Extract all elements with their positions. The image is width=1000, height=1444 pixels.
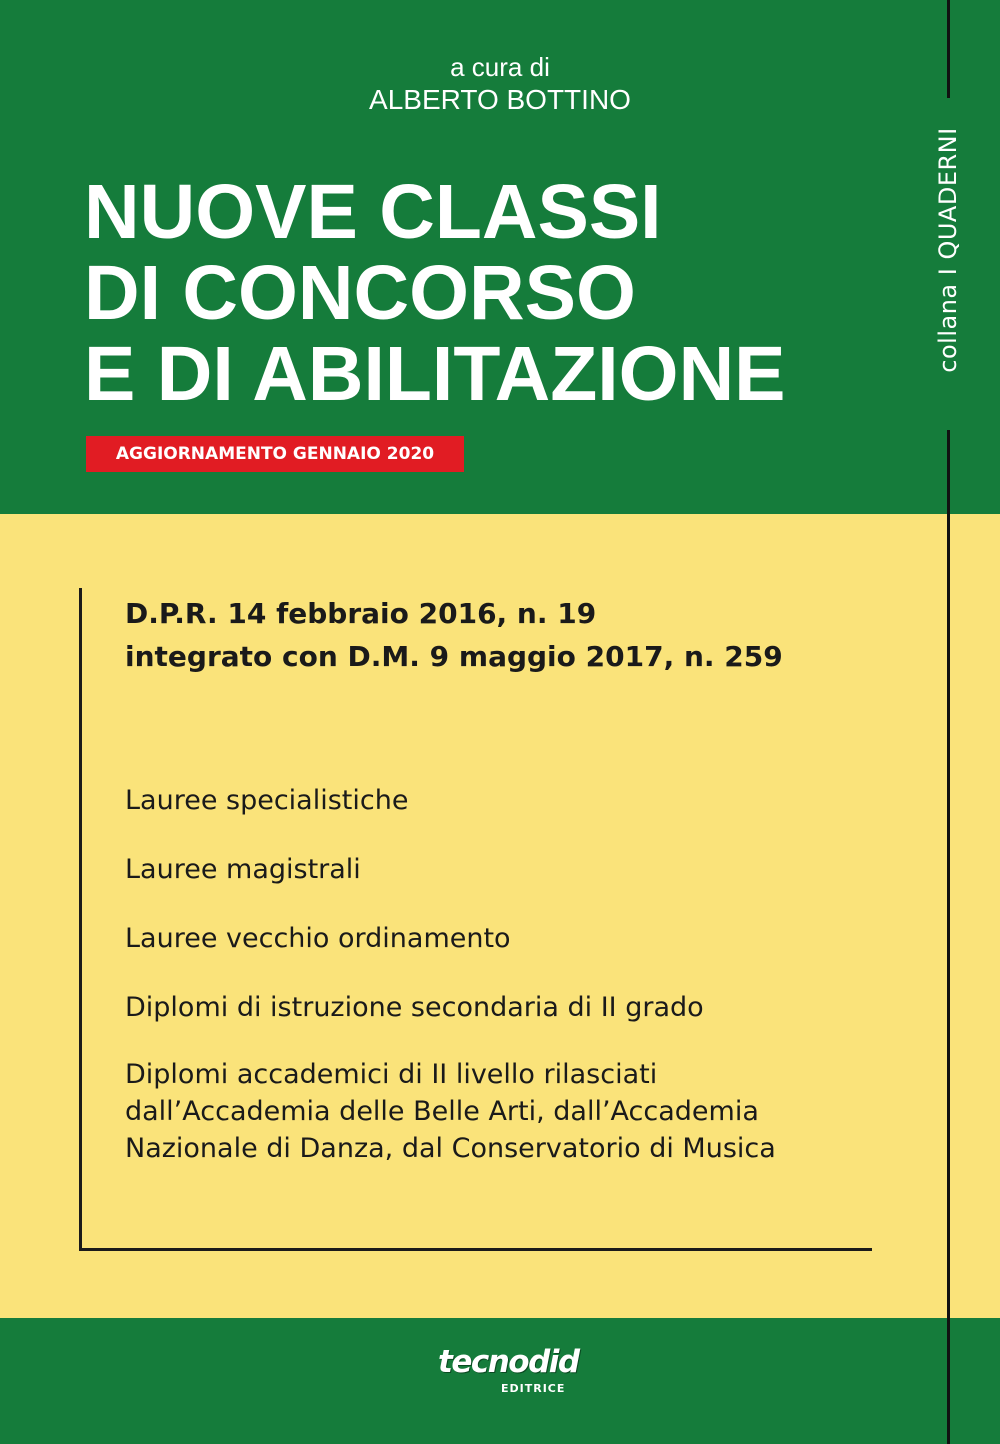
publisher-logo [438, 1344, 579, 1396]
topic-line: dall’Accademia delle Belle Arti, dall’Accademia [125, 1096, 759, 1127]
publisher-subtitle: EDITRICE [501, 1382, 566, 1395]
title-line: DI CONCORSO [84, 250, 636, 336]
frame-left-rule [79, 588, 82, 1250]
title-line: E DI ABILITAZIONE [84, 331, 786, 417]
law-line: integrato con D.M. 9 maggio 2017, n. 259 [125, 640, 783, 673]
topic-item: Lauree magistrali [125, 854, 361, 885]
topic-line: Diplomi accademici di II livello rilasciati [125, 1059, 658, 1090]
topic-line: Nazionale di Danza, dal Conservatorio di Musica [125, 1133, 776, 1164]
topic-item-academic-diplomas [125, 1056, 776, 1167]
book-title [84, 169, 786, 417]
topic-item: Lauree specialistiche [125, 785, 409, 816]
law-reference [125, 592, 783, 678]
update-badge: AGGIORNAMENTO GENNAIO 2020 [86, 436, 464, 472]
law-line: D.P.R. 14 febbraio 2016, n. 19 [125, 597, 597, 630]
frame-bottom-rule [79, 1248, 872, 1251]
topic-list [125, 780, 776, 1194]
publisher-name: tecnodid [438, 1344, 579, 1380]
curator-name: ALBERTO BOTTINO [369, 84, 631, 115]
topic-item: Lauree vecchio ordinamento [125, 923, 511, 954]
title-line: NUOVE CLASSI [84, 169, 662, 255]
curator-label: a cura di [450, 52, 550, 82]
topic-item: Diplomi di istruzione secondaria di II grado [125, 992, 704, 1023]
series-label: collana I QUADERNI [934, 127, 962, 373]
